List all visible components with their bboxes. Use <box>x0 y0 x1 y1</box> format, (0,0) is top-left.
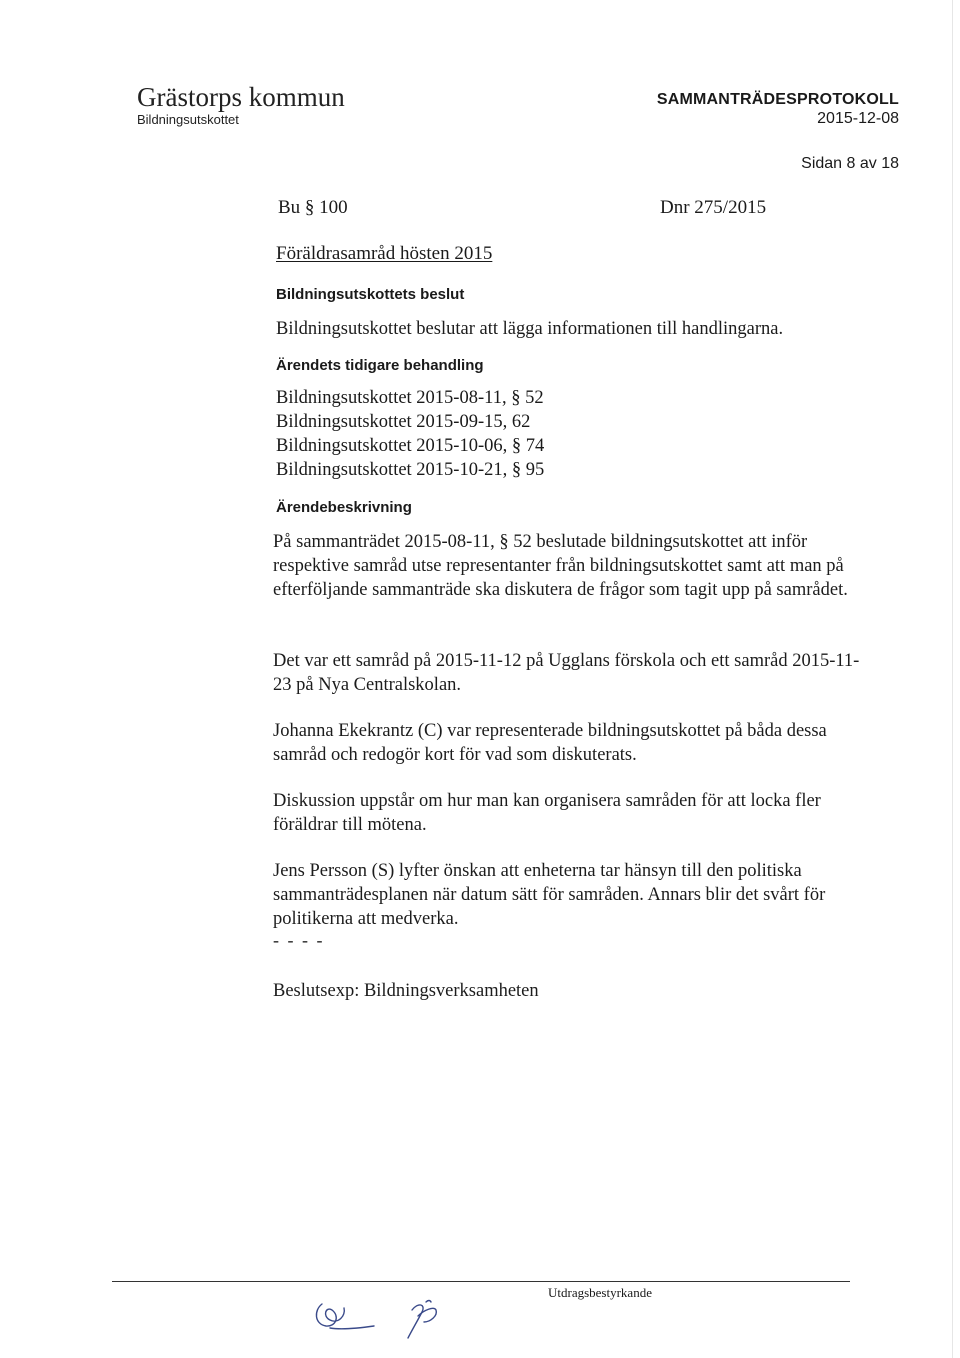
separator: - - - - <box>273 930 325 950</box>
scan-edge <box>952 0 953 1358</box>
description-heading: Ärendebeskrivning <box>276 499 412 516</box>
description-paragraph: Det var ett samråd på 2015-11-12 på Ugglans förskola och ett samråd 2015-11-23 på Nya Centralskolan. <box>273 651 860 695</box>
diary-number: Dnr 275/2015 <box>660 197 767 218</box>
signature-label: Utdragsbestyrkande <box>548 1285 652 1300</box>
document-date: 2015-12-08 <box>817 110 899 127</box>
history-item: Bildningsutskottet 2015-10-06, § 74 <box>276 436 545 456</box>
description-paragraph: På sammanträdet 2015-08-11, § 52 beslutade bildningsutskottet att inför respektive samråd utse representanter från bildningsutskottet samt att man på efterföljande sammanträde ska diskutera de frågor som tagit upp på samrådet. <box>273 532 848 600</box>
history-item: Bildningsutskottet 2015-09-15, 62 <box>276 412 531 432</box>
page-number: Sidan 8 av 18 <box>801 155 899 172</box>
history-list <box>276 386 544 482</box>
paragraph-number: Bu § 100 <box>278 197 348 218</box>
document-type: SAMMANTRÄDESPROTOKOLL <box>656 91 899 108</box>
history-item: Bildningsutskottet 2015-08-11, § 52 <box>276 388 544 408</box>
history-heading: Ärendets tidigare behandling <box>276 357 484 374</box>
decision-heading: Bildningsutskottets beslut <box>276 286 465 303</box>
description-paragraph: Johanna Ekekrantz (C) var representerade bildningsutskottet på båda dessa samråd och redogör kort för vad som diskuterats. <box>273 721 827 765</box>
handwritten-initials <box>300 1280 460 1344</box>
signature-line <box>112 1281 850 1282</box>
committee-name: Bildningsutskottet <box>137 112 239 127</box>
municipality-name: Grästorps kommun <box>137 82 345 112</box>
history-item: Bildningsutskottet 2015-10-21, § 95 <box>276 460 545 480</box>
distribution-line: Beslutsexp: Bildningsverksamheten <box>273 981 539 1001</box>
case-title: Föräldrasamråd hösten 2015 <box>276 243 493 264</box>
decision-text: Bildningsutskottet beslutar att lägga informationen till handlingarna. <box>276 319 784 339</box>
description-paragraph: Jens Persson (S) lyfter önskan att enheterna tar hänsyn till den politiska sammanträdesplanen när datum sätt för samråden. Annars blir det svårt för politikerna att medverka. <box>273 861 826 929</box>
description-paragraph: Diskussion uppstår om hur man kan organisera samråden för att locka fler föräldrar till mötena. <box>273 791 821 835</box>
